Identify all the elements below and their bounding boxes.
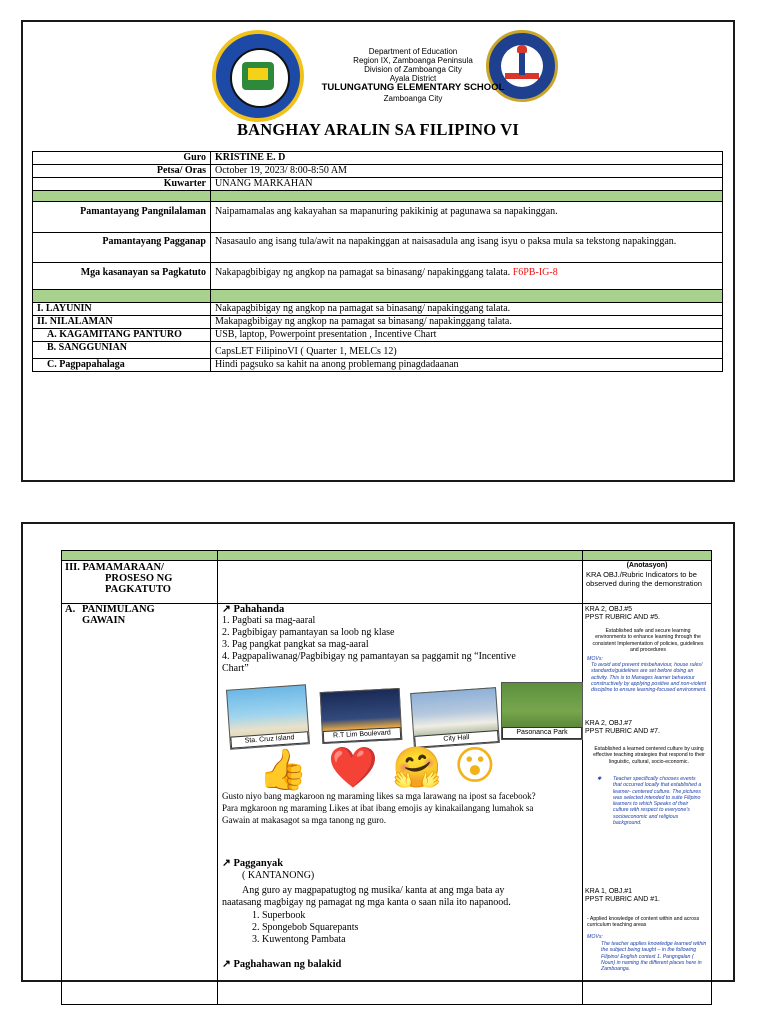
kra-subheading: PPST RUBRIC AND #7. xyxy=(585,728,660,735)
info-value: October 19, 2023/ 8:00-8:50 AM xyxy=(211,165,723,178)
gusto-line: Gawain at makasagot sa mga tanong ng guro. xyxy=(222,815,386,825)
song-item: 1. Superbook xyxy=(252,910,306,921)
annotation-cell xyxy=(583,604,712,1005)
movs-label: MOVs: xyxy=(587,656,603,662)
photo-caption: City Hall xyxy=(414,730,499,748)
song-item: 3. Kuwentong Pambata xyxy=(252,934,346,945)
info-value: KRISTINE E. D xyxy=(211,152,723,165)
standard-value: Nasasaulo ang isang tula/awit na napakinggan at naisasadula ang isang isyu o paksa mula sa tekstong napakinggan. xyxy=(211,233,723,263)
header-region: Region IX, Zamboanga Peninsula xyxy=(353,56,473,65)
info-label: Petsa/ Oras xyxy=(33,165,211,178)
section-row xyxy=(33,316,723,329)
section-value: USB, laptop, Powerpoint presentation , Incentive Chart xyxy=(211,329,723,342)
info-value: UNANG MARKAHAN xyxy=(211,178,723,191)
header-district: Ayala District xyxy=(389,74,437,83)
section-row xyxy=(33,342,723,359)
section-value: CapsLET FilipinoVI ( Quarter 1, MELCs 12) xyxy=(211,342,723,359)
header-division: Division of Zamboanga City xyxy=(364,65,462,74)
photo-city-hall xyxy=(410,687,500,749)
photo-caption: Sta. Cruz Island xyxy=(230,731,309,748)
standard-row xyxy=(33,233,723,263)
gusto-line: Gusto niyo bang magkaroon ng maraming likes sa mga larawang na ipost sa facebook? xyxy=(222,791,536,801)
section-label: B. SANGGUNIAN xyxy=(33,342,211,359)
procedure-table xyxy=(61,550,712,1005)
step-line: 3. Pag pangkat pangkat sa mag-aaral xyxy=(222,639,369,650)
annotation-description: KRA OBJ./Rubric Indicators to be observed during the demonstration xyxy=(586,570,702,588)
kra-description: Established a learned centered culture by using effective teaching strategies that respond to their linguistic, cultural, socio-economic. xyxy=(593,746,705,765)
kasanayan-text: Nakapagbibigay ng angkop na pamagat sa binasang/ napakinggang talata. xyxy=(215,267,511,278)
heart-icon: ❤️ xyxy=(328,745,378,791)
section-label: A. KAGAMITANG PANTURO xyxy=(33,329,211,342)
pahahanda-heading xyxy=(222,604,284,615)
photo-sta-cruz-island xyxy=(226,684,310,749)
standard-row xyxy=(33,263,723,290)
bullet-icon: ✱ xyxy=(597,776,602,782)
section-title-line: III. PAMAMARAAN/ xyxy=(65,562,164,573)
lesson-plan-page-1 xyxy=(21,20,735,482)
kra-heading: KRA 1, OBJ.#1 xyxy=(585,888,633,895)
section-label: II. NILALAMAN xyxy=(33,316,211,329)
kra-heading: KRA 2, OBJ.#7 xyxy=(585,720,633,727)
step-line: 4. Pagpapaliwanag/Pagbibigay ng pamantayan sa paggamit ng “Incentive xyxy=(222,651,516,662)
wow-emoji-icon: 😮 xyxy=(454,743,496,789)
section-value: Hindi pagsuko sa kahit na anong problemang pinagdadaanan xyxy=(211,359,723,372)
step-line: 1. Pagbati sa mag-aaral xyxy=(222,615,316,626)
green-divider xyxy=(62,551,712,561)
section-label: C. Pagpapahalaga xyxy=(33,359,211,372)
song-item: 2. Spongebob Squarepants xyxy=(252,922,359,933)
paghahawan-title: Paghahawan ng balakid xyxy=(233,959,342,970)
section-title-line: PROSESO NG xyxy=(105,573,173,584)
standard-value: Naipamamalas ang kakayahan sa mapanuring pakikinig at pagunawa sa napakinggan. xyxy=(211,202,723,233)
green-divider xyxy=(33,290,723,303)
movs-text: Teacher specifically chooses events that occurred locally that established a learner- centered culture. The pictures was selected intended to suite Filipino learners to which Speaks of their culture with respect to everyone's socioeconomic and religious background. xyxy=(613,776,702,827)
page-title: BANGHAY ARALIN SA FILIPINO VI xyxy=(236,120,520,139)
procedure-content-cell xyxy=(218,604,583,1005)
procedure-header-empty xyxy=(218,561,583,604)
lesson-plan-page-2 xyxy=(21,522,735,982)
green-divider xyxy=(33,191,723,202)
pagganyak-title: Pagganyak xyxy=(233,858,284,869)
procedure-section-cell xyxy=(62,561,218,604)
step-line: Chart” xyxy=(222,663,249,674)
header-city: Zamboanga City xyxy=(383,94,443,103)
pen-icon: ↗ xyxy=(222,959,231,970)
header-school: TULUNGATUNG ELEMENTARY SCHOOL xyxy=(321,82,505,93)
kra-description: - Applied knowledge of content within and across curriculum teaching areas xyxy=(587,916,700,929)
pen-icon: ↗ xyxy=(222,604,231,615)
pagganyak-heading xyxy=(222,858,283,869)
movs-label: MOVs: xyxy=(587,934,603,940)
standard-label: Pamantayang Pangnilalaman xyxy=(33,202,211,233)
kra-heading: KRA 2, OBJ.#5 xyxy=(585,606,633,613)
pagganyak-line: Ang guro ay magpapatugtog ng musika/ kanta at ang mga bata ay xyxy=(242,885,505,896)
kra-subheading: PPST RUBRIC AND #1. xyxy=(585,896,660,903)
lesson-info-table xyxy=(32,151,723,372)
pagganyak-line: naatasang magbigay ng pamagat ng mga kanta o saan nila ito napanood. xyxy=(222,897,511,908)
kra-description: Established safe and secure learning environments to enhance learning through the consistent Implementation of policies, guidelines and procedures xyxy=(592,628,704,653)
section-row xyxy=(33,303,723,316)
hug-emoji-icon: 🤗 xyxy=(392,745,442,791)
phase-letter: A. xyxy=(65,604,76,615)
photo-caption: R.T Lim Boulevard xyxy=(323,727,402,743)
movs-text: The teacher applies knowledge learned within the subject being taught – in the following Filipino/ English context 1. Pangngalan ( Noun) in naming the different places here in Zamboanga. xyxy=(601,941,707,973)
pahahanda-title: Pahahanda xyxy=(233,604,285,615)
info-row xyxy=(33,165,723,178)
paghahawan-heading xyxy=(222,959,341,970)
kantanong-label: ( KANTANONG) xyxy=(242,870,315,881)
info-label: Kuwarter xyxy=(33,178,211,191)
kasanayan-code: F6PB-IG-8 xyxy=(512,267,558,278)
phase-title-line: GAWAIN xyxy=(82,615,126,626)
like-icon: 👍 xyxy=(258,747,308,793)
section-value: Makapagbibigay ng angkop na pamagat sa binasang/ napakinggang talata. xyxy=(211,316,723,329)
annotation-header-cell xyxy=(583,561,712,604)
step-line: 2. Pagbibigay pamantayan sa loob ng klase xyxy=(222,627,395,638)
section-row xyxy=(33,359,723,372)
standard-label: Mga kasanayan sa Pagkatuto xyxy=(33,263,211,290)
gusto-line: Para mgkaroon ng maraming Likes at ibat ibang emojis ay kinakailangang lumahok sa xyxy=(222,803,534,813)
info-label: Guro xyxy=(33,152,211,165)
pen-icon: ↗ xyxy=(222,858,231,869)
header-dept: Department of Education xyxy=(368,47,458,56)
section-row xyxy=(33,329,723,342)
annotation-title: (Anotasyon) xyxy=(626,562,668,569)
procedure-phase-cell xyxy=(62,604,218,1005)
photo-caption: Pasonanca Park xyxy=(502,727,582,739)
info-row xyxy=(33,152,723,165)
section-label: I. LAYUNIN xyxy=(33,303,211,316)
standard-label: Pamantayang Pagganap xyxy=(33,233,211,263)
kra-subheading: PPST RUBRIC AND #5. xyxy=(585,614,660,621)
phase-title-line: PANIMULANG xyxy=(82,604,155,615)
movs-text: To avoid and prevent misbehaviour, house rules/ standards/guidelines are set before doing an activity. This is to Manages learner behaviour constructively by applying positive and non-violent discipline to ensure learning-focused environment. xyxy=(591,662,707,694)
section-title-line: PAGKATUTO xyxy=(105,584,171,595)
photo-pasonanca-park xyxy=(501,682,583,740)
procedure-header-row xyxy=(62,561,712,604)
info-row xyxy=(33,178,723,191)
photo-rt-lim-boulevard xyxy=(320,688,403,744)
standard-value xyxy=(211,263,723,290)
procedure-body-row xyxy=(62,604,712,1005)
standard-row xyxy=(33,202,723,233)
section-value: Nakapagbibigay ng angkop na pamagat sa binasang/ napakinggang talata. xyxy=(211,303,723,316)
